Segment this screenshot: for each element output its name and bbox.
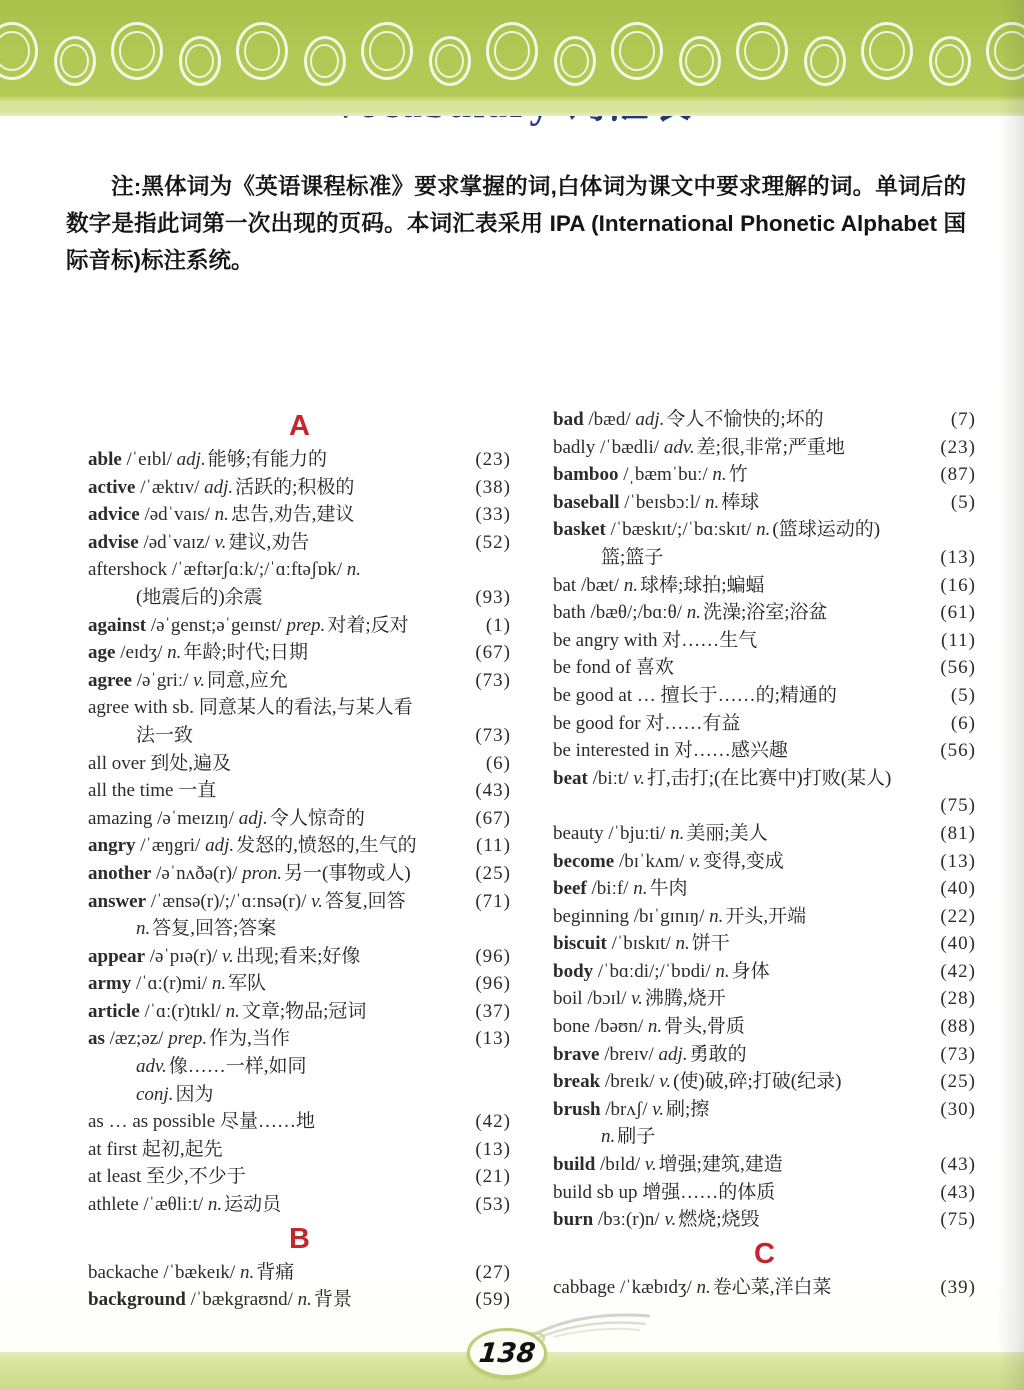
entry-text: badly /ˈbædli/ adv. 差;很,非常;严重地	[553, 436, 845, 458]
vocab-entry-line	[88, 860, 511, 888]
entry-text: able /ˈeɪbl/ adj. 能够;有能力的	[88, 449, 327, 470]
vocab-entry-line	[553, 1206, 976, 1234]
vocab-entry-line	[553, 461, 976, 489]
vocab-entry-line	[553, 627, 976, 655]
first-occurrence-page-ref: (40)	[940, 878, 976, 900]
first-occurrence-page-ref: (11)	[941, 629, 976, 651]
entry-text: be fond of 喜欢	[553, 657, 674, 679]
first-occurrence-page-ref: (96)	[475, 973, 511, 995]
vocab-entry-line	[553, 1068, 976, 1096]
entry-text: brave /breɪv/ adj. 勇敢的	[553, 1043, 747, 1065]
first-occurrence-page-ref: (81)	[940, 822, 976, 844]
vocab-entry-line	[553, 958, 976, 986]
entry-text: background /ˈbækgraʊnd/ n. 背景	[88, 1289, 352, 1311]
entry-text: bamboo /ˌbæmˈbuː/ n. 竹	[553, 464, 748, 486]
vocab-entry-line	[553, 792, 976, 820]
first-occurrence-page-ref: (16)	[940, 574, 976, 596]
first-occurrence-page-ref: (11)	[476, 835, 511, 857]
first-occurrence-page-ref: (40)	[940, 933, 976, 955]
entry-text: bad /bæd/ adj. 令人不愉快的;坏的	[553, 409, 824, 430]
vocab-entry-line	[88, 888, 511, 916]
entry-text: agree /əˈgriː/ v. 同意,应允	[88, 669, 288, 691]
vocab-entry-line	[553, 682, 976, 710]
entry-text: against /əˈgenst;əˈgeɪnst/ prep. 对着;反对	[88, 614, 409, 636]
first-occurrence-page-ref: (21)	[475, 1166, 511, 1188]
first-occurrence-page-ref: (67)	[475, 807, 511, 829]
entry-text: appear /əˈpɪə(r)/ v. 出现;看来;好像	[88, 945, 361, 967]
ring-ornament-icon	[429, 36, 471, 86]
vocab-entry-line	[88, 529, 511, 557]
first-occurrence-page-ref: (43)	[940, 1181, 976, 1203]
vocab-entry-line	[88, 1286, 511, 1314]
entry-text: burn /bɜː(r)n/ v. 燃烧;烧毁	[553, 1209, 760, 1231]
vocab-entry-line	[553, 406, 976, 434]
entry-text: bone /bəʊn/ n. 骨头,骨质	[553, 1016, 745, 1038]
first-occurrence-page-ref: (87)	[940, 464, 976, 486]
entry-text: at least 至少,不少于	[88, 1166, 246, 1188]
entry-text: be interested in 对……感兴趣	[553, 740, 788, 762]
first-occurrence-page-ref: (5)	[950, 491, 976, 513]
first-occurrence-page-ref: (53)	[475, 1194, 511, 1216]
entry-text: adv. 像……一样,如同	[136, 1056, 307, 1078]
entry-text: as … as possible 尽量……地	[88, 1111, 315, 1133]
entry-text: agree with sb. 同意某人的看法,与某人看	[88, 697, 413, 719]
entry-text: amazing /əˈmeɪzɪŋ/ adj. 令人惊奇的	[88, 807, 365, 829]
first-occurrence-page-ref: (23)	[940, 436, 976, 458]
entry-text: boil /bɔɪl/ v. 沸腾,烧开	[553, 988, 726, 1010]
entry-text: n. 答复,回答;答案	[136, 918, 277, 940]
entry-text: aftershock /ˈæftərʃɑːk/;/ˈɑːftəʃɒk/ n.	[88, 559, 362, 581]
vocab-entry-line	[88, 667, 511, 695]
vocab-entry-line	[553, 737, 976, 765]
first-occurrence-page-ref: (22)	[940, 905, 976, 927]
ring-ornament-icon	[554, 36, 596, 86]
vocab-entry-line	[88, 1259, 511, 1287]
vocab-entry-line	[553, 489, 976, 517]
first-occurrence-page-ref: (5)	[950, 684, 976, 706]
entry-text: angry /ˈæŋgri/ adj. 发怒的,愤怒的,生气的	[88, 835, 417, 857]
vocab-entry-line	[553, 654, 976, 682]
vocab-entry-line	[553, 985, 976, 1013]
entry-text: become /bɪˈkʌm/ v. 变得,变成	[553, 850, 784, 872]
vocab-entry-line	[88, 612, 511, 640]
ring-ornament-icon	[54, 36, 96, 86]
vocab-entry-line	[88, 750, 511, 778]
first-occurrence-page-ref: (25)	[940, 1071, 976, 1093]
entry-text: army /ˈɑː(r)mi/ n. 军队	[88, 973, 267, 995]
entry-text: another /əˈnʌðə(r)/ pron. 另一(事物或人)	[88, 862, 411, 884]
vocab-entry-line	[553, 848, 976, 876]
vocab-entry-line	[553, 1096, 976, 1124]
first-occurrence-page-ref: (43)	[475, 780, 511, 802]
entry-text: article /ˈɑː(r)tɪkl/ n. 文章;物品;冠词	[88, 1000, 367, 1022]
vocab-entry-line	[553, 765, 976, 793]
ring-ornament-icon	[611, 22, 663, 80]
first-occurrence-page-ref: (13)	[475, 1138, 511, 1160]
first-occurrence-page-ref: (71)	[475, 890, 511, 912]
entry-text: beginning /bɪˈgɪnɪŋ/ n. 开头,开端	[553, 905, 807, 927]
first-occurrence-page-ref: (38)	[475, 476, 511, 498]
vocab-entry-line	[88, 1053, 511, 1081]
vocab-entry-line	[553, 903, 976, 931]
entry-text: beat /biːt/ v. 打,击打;(在比赛中)打败(某人)	[553, 767, 892, 789]
first-occurrence-page-ref: (43)	[940, 1154, 976, 1176]
first-occurrence-page-ref: (42)	[940, 960, 976, 982]
first-occurrence-page-ref: (52)	[475, 531, 511, 553]
vocab-column-left	[88, 406, 511, 1314]
vocab-entry-line	[88, 998, 511, 1026]
first-occurrence-page-ref: (28)	[940, 988, 976, 1010]
entry-text: (地震后的)余震	[136, 586, 263, 608]
top-decorative-band	[0, 0, 1024, 116]
entry-text: cabbage /ˈkæbɪdʒ/ n. 卷心菜,洋白菜	[553, 1276, 832, 1298]
first-occurrence-page-ref: (42)	[475, 1111, 511, 1133]
vocabulary-columns	[88, 406, 976, 1314]
entry-text: active /ˈæktɪv/ adj. 活跃的;积极的	[88, 476, 355, 498]
entry-text: build sb up 增强……的体质	[553, 1181, 776, 1203]
first-occurrence-page-ref: (23)	[475, 449, 511, 470]
vocab-entry-line	[88, 805, 511, 833]
ring-ornament-icon	[929, 36, 971, 86]
vocab-entry-line	[553, 1041, 976, 1069]
vocab-entry-line	[88, 474, 511, 502]
first-occurrence-page-ref: (59)	[475, 1289, 511, 1311]
first-occurrence-page-ref: (39)	[940, 1276, 976, 1298]
first-occurrence-page-ref: (73)	[475, 669, 511, 691]
entry-text: biscuit /ˈbɪskɪt/ n. 饼干	[553, 933, 730, 955]
first-occurrence-page-ref: (6)	[485, 752, 511, 774]
ring-ornament-icon	[486, 22, 538, 80]
entry-text: baseball /ˈbeɪsbɔːl/ n. 棒球	[553, 491, 760, 513]
vocab-entry-line	[88, 584, 511, 612]
vocab-entry-line	[553, 1274, 976, 1302]
vocab-entry-line	[553, 434, 976, 462]
entry-text: beauty /ˈbjuːti/ n. 美丽;美人	[553, 822, 768, 844]
vocab-entry-line	[553, 875, 976, 903]
entry-text: bat /bæt/ n. 球棒;球拍;蝙蝠	[553, 574, 765, 596]
vocab-entry-line	[88, 1108, 511, 1136]
entry-text: body /ˈbɑːdi/;/ˈbɒdi/ n. 身体	[553, 960, 770, 982]
entry-text: answer /ˈænsə(r)/;/ˈɑːnsə(r)/ v. 答复,回答	[88, 890, 406, 912]
entry-text: conj. 因为	[136, 1083, 214, 1105]
vocab-entry-line	[88, 943, 511, 971]
vocab-entry-line	[88, 722, 511, 750]
first-occurrence-page-ref: (13)	[475, 1028, 511, 1050]
ring-ornament-icon	[986, 22, 1024, 80]
entry-text: athlete /ˈæθliːt/ n. 运动员	[88, 1194, 282, 1216]
vocab-entry-line	[88, 446, 511, 474]
vocab-entry-line	[553, 1013, 976, 1041]
ring-ornament-icon	[736, 22, 788, 80]
vocab-entry-line	[553, 710, 976, 738]
first-occurrence-page-ref: (56)	[940, 657, 976, 679]
entry-text: build /bɪld/ v. 增强;建筑,建造	[553, 1154, 783, 1176]
section-letter-c: C	[754, 1237, 775, 1270]
vocab-entry-line	[88, 1025, 511, 1053]
first-occurrence-page-ref: (33)	[475, 504, 511, 526]
vocab-entry-line	[88, 832, 511, 860]
entry-text: at first 起初,起先	[88, 1138, 223, 1160]
vocab-entry-line	[88, 1081, 511, 1109]
vocab-column-right	[553, 406, 976, 1314]
entry-text: 篮;篮子	[601, 546, 664, 568]
page-edge-shadow	[998, 0, 1024, 1390]
ring-ornament-icon	[111, 22, 163, 80]
vocab-entry-line	[553, 930, 976, 958]
entry-text: beef /biːf/ n. 牛肉	[553, 878, 688, 900]
entry-text: be good for 对……有益	[553, 712, 741, 734]
vocab-entry-line	[553, 544, 976, 572]
first-occurrence-page-ref: (1)	[485, 614, 511, 636]
section-letter-b: B	[289, 1222, 310, 1255]
vocab-entry-line	[88, 970, 511, 998]
first-occurrence-page-ref: (37)	[475, 1000, 511, 1022]
vocab-entry-line	[88, 501, 511, 529]
first-occurrence-page-ref: (30)	[940, 1098, 976, 1120]
entry-text: brush /brʌʃ/ v. 刷;擦	[553, 1098, 710, 1120]
first-occurrence-page-ref: (75)	[940, 1209, 976, 1231]
vocab-entry-line	[88, 639, 511, 667]
vocab-entry-line	[553, 820, 976, 848]
first-occurrence-page-ref: (7)	[950, 409, 976, 430]
page-number-badge	[467, 1328, 547, 1378]
first-occurrence-page-ref: (56)	[940, 740, 976, 762]
entry-text: n. 刷子	[601, 1126, 656, 1148]
entry-text: basket /ˈbæskɪt/;/ˈbɑːskɪt/ n. (篮球运动的)	[553, 519, 881, 541]
first-occurrence-page-ref: (27)	[475, 1261, 511, 1283]
ring-ornament-icon	[304, 36, 346, 86]
vocab-entry-line	[553, 516, 976, 544]
entry-text: be good at … 擅长于……的;精通的	[553, 684, 837, 706]
first-occurrence-page-ref: (75)	[940, 795, 976, 817]
section-letter-a: A	[289, 410, 310, 442]
first-occurrence-page-ref: (67)	[475, 642, 511, 664]
ring-ornament-icon	[236, 22, 288, 80]
first-occurrence-page-ref: (13)	[940, 850, 976, 872]
ring-ornament-icon	[804, 36, 846, 86]
entry-text: advise /ədˈvaɪz/ v. 建议,劝告	[88, 531, 310, 553]
leaf-swoosh-decoration	[520, 1302, 660, 1344]
first-occurrence-page-ref: (13)	[940, 546, 976, 568]
vocab-entry-line	[88, 915, 511, 943]
first-occurrence-page-ref: (61)	[940, 602, 976, 624]
entry-text: as /æz;əz/ prep. 作为,当作	[88, 1028, 290, 1050]
entry-text: age /eɪdʒ/ n. 年龄;时代;日期	[88, 642, 308, 664]
entry-text: 法一致	[136, 724, 194, 746]
vocab-entry-line	[88, 694, 511, 722]
entry-text: backache /ˈbækeɪk/ n. 背痛	[88, 1261, 295, 1283]
first-occurrence-page-ref: (73)	[940, 1043, 976, 1065]
first-occurrence-page-ref: (73)	[475, 724, 511, 746]
page-number: 138	[477, 1337, 537, 1369]
entry-text: be angry with 对……生气	[553, 629, 758, 651]
vocab-entry-line	[88, 1136, 511, 1164]
first-occurrence-page-ref: (6)	[950, 712, 976, 734]
entry-text: advice /ədˈvaɪs/ n. 忠告,劝告,建议	[88, 504, 355, 526]
ring-ornaments	[0, 22, 1024, 86]
vocab-entry-line	[88, 1163, 511, 1191]
entry-text: all over 到处,遍及	[88, 752, 232, 774]
vocab-entry-line	[88, 1191, 511, 1219]
ring-ornament-icon	[861, 22, 913, 80]
first-occurrence-page-ref: (93)	[475, 586, 511, 608]
entry-text: bath /bæθ/;/bɑːθ/ n. 洗澡;浴室;浴盆	[553, 602, 828, 624]
note-paragraph: 注:黑体词为《英语课程标准》要求掌握的词,白体词为课文中要求理解的词。单词后的数字是指此词第一次出现的页码。本词汇表采用 IPA (International Phonetic Alphabet 国际音标)标注系统。	[66, 174, 966, 273]
ring-ornament-icon	[0, 22, 38, 80]
vocab-entry-line	[88, 556, 511, 584]
vocab-entry-line	[88, 777, 511, 805]
ring-ornament-icon	[179, 36, 221, 86]
first-occurrence-page-ref: (88)	[940, 1016, 976, 1038]
vocab-entry-line	[553, 572, 976, 600]
first-occurrence-page-ref: (96)	[475, 945, 511, 967]
ring-ornament-icon	[361, 22, 413, 80]
entry-text: break /breɪk/ v. (使)破,碎;打破(纪录)	[553, 1071, 842, 1093]
ring-ornament-icon	[679, 36, 721, 86]
entry-text: all the time 一直	[88, 780, 217, 802]
first-occurrence-page-ref: (25)	[475, 862, 511, 884]
vocab-entry-line	[553, 1179, 976, 1207]
vocab-entry-line	[553, 1151, 976, 1179]
vocab-entry-line	[553, 1123, 976, 1151]
vocab-entry-line	[553, 599, 976, 627]
